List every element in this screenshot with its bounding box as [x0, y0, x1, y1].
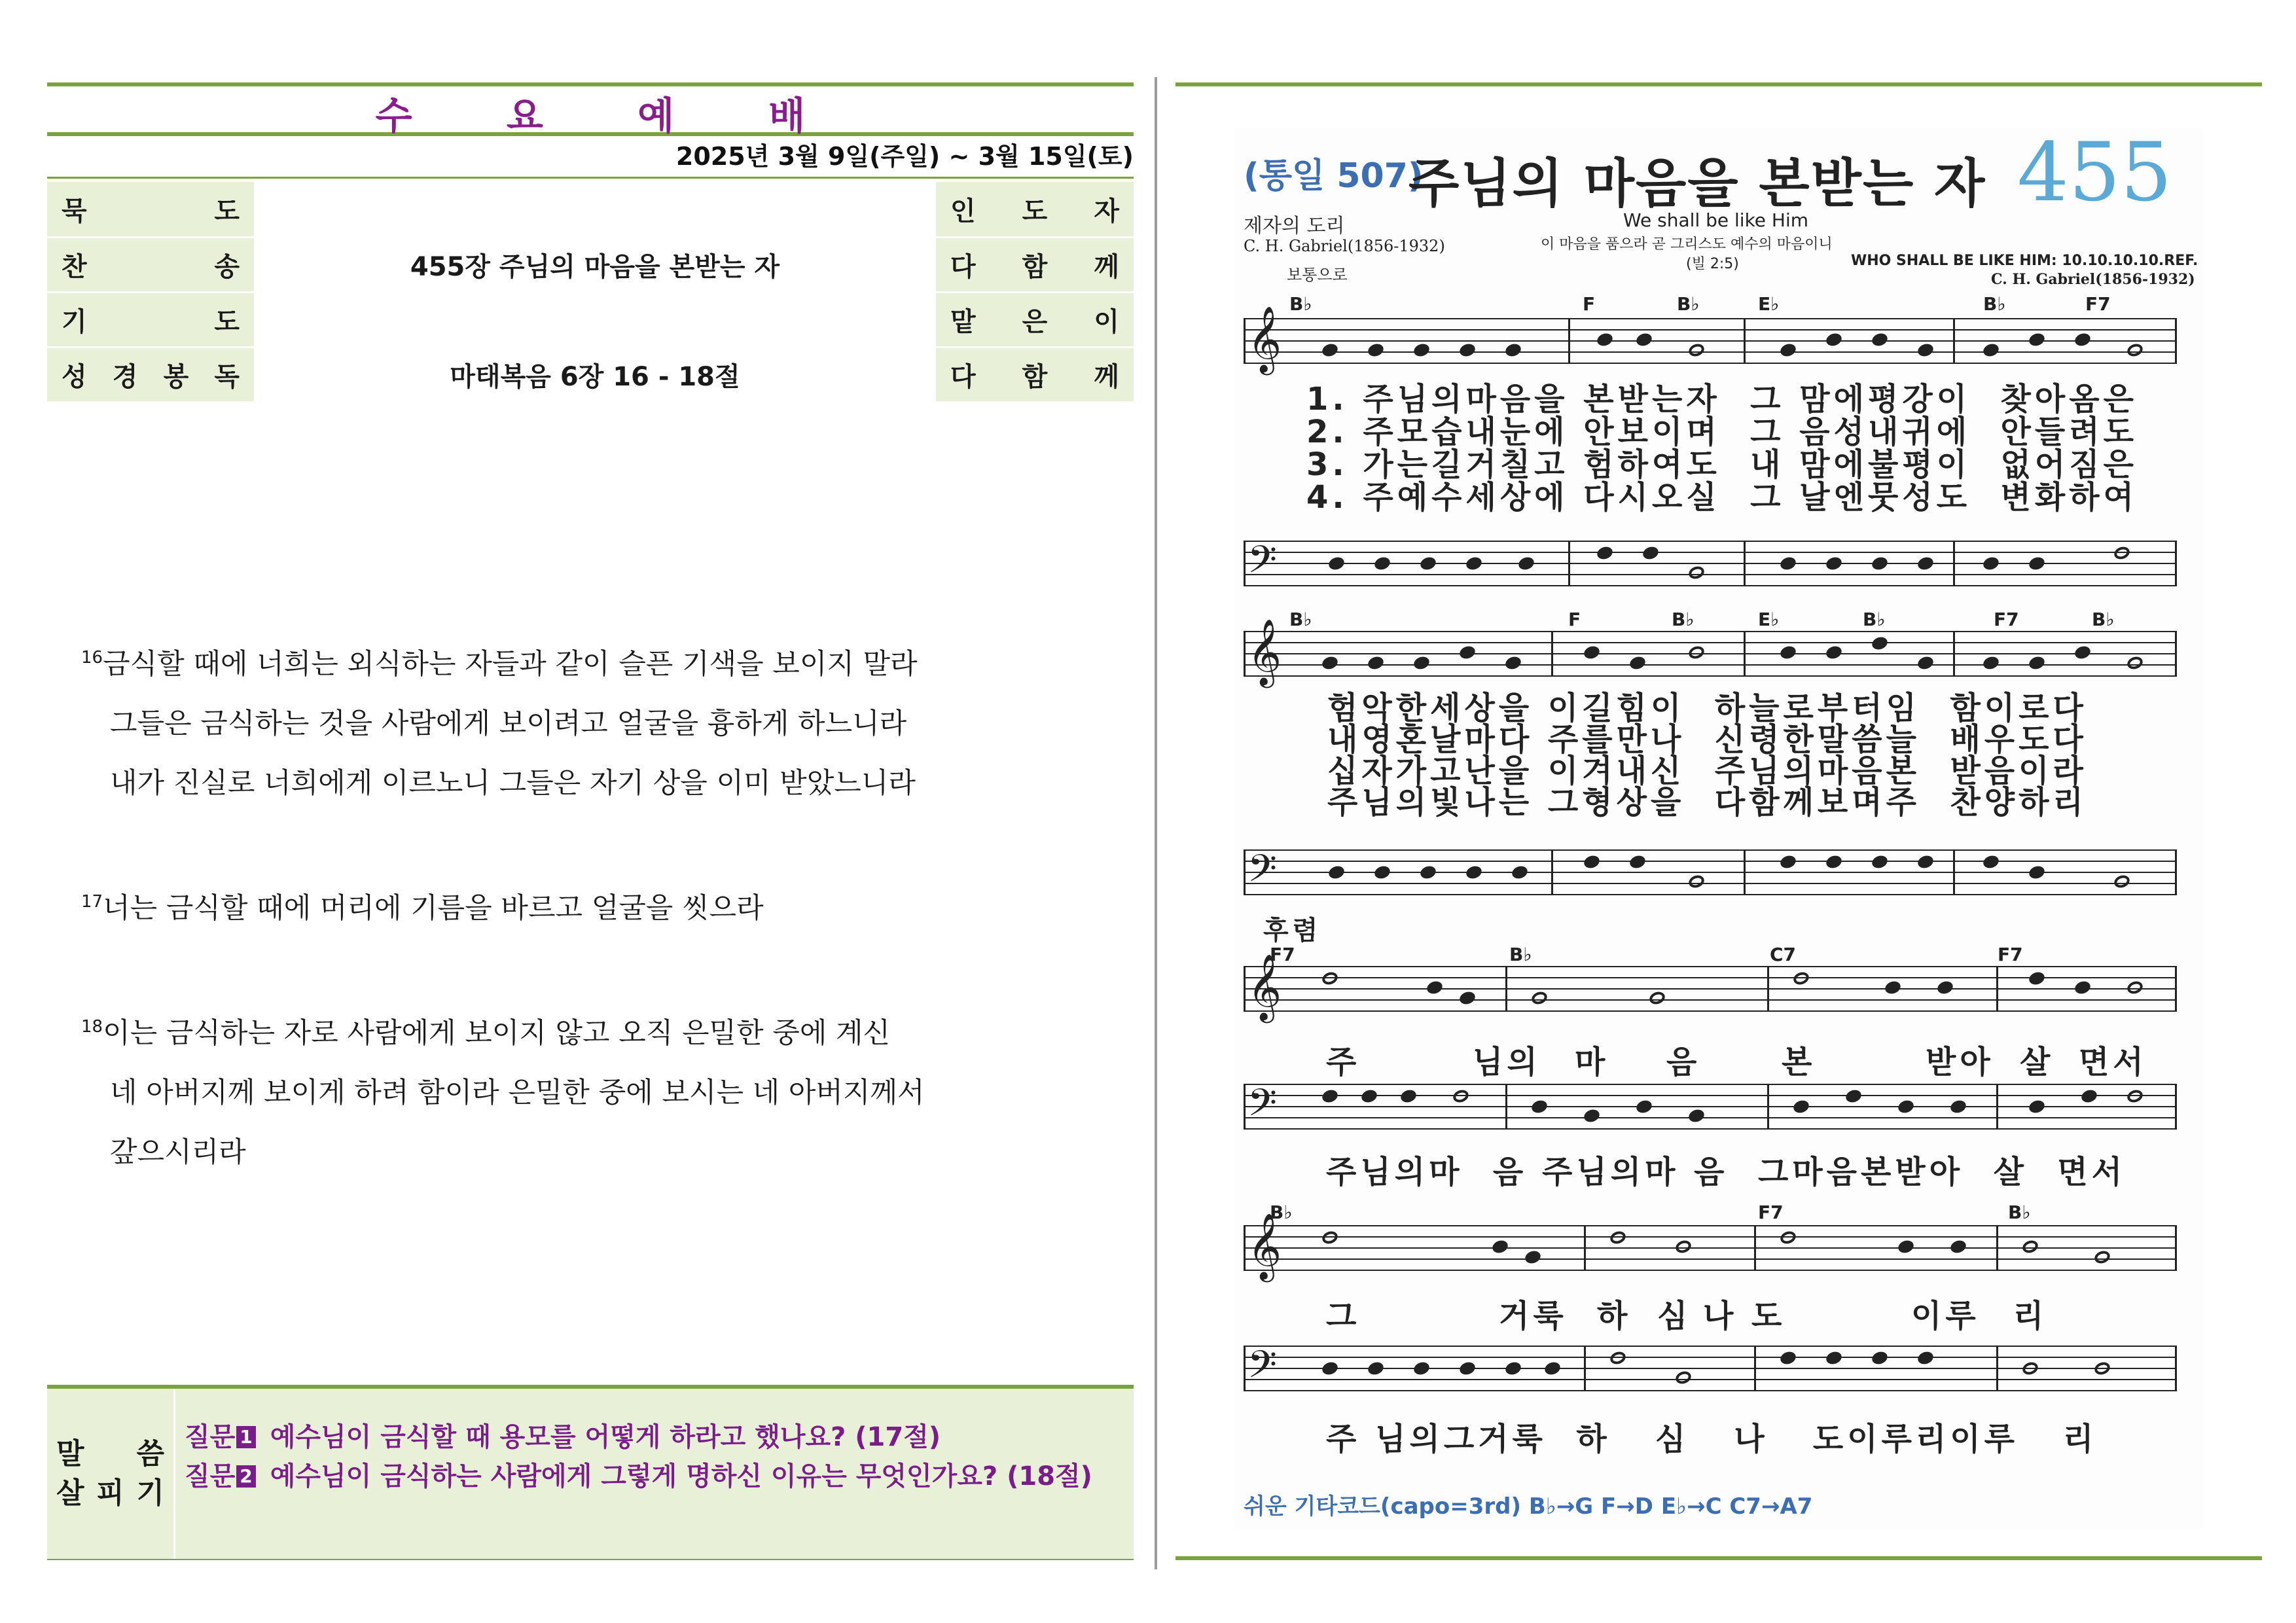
verse-line: 그들은 금식하는 것을 사람에게 보이려고 얼굴을 흉하게 하느니라: [110, 707, 907, 740]
order-label: 찬 송: [62, 251, 240, 282]
treble-staff: [1244, 305, 2177, 372]
refrain-lyric: 이루: [1911, 1298, 1980, 1334]
hymn-stanza-line: 주님의빛나는 그형상을 다함께보며주 찬양하리: [1327, 784, 2087, 821]
order-leader: 다 함 께: [950, 251, 1119, 282]
hymn-verse-ref-kr: 이 마음을 품으라 곧 그리스도 예수의 마음이니: [1541, 236, 1833, 253]
question-number-badge: 2: [236, 1465, 255, 1488]
chord-label: E♭: [1758, 293, 1780, 315]
order-row-scripture-reading: [47, 347, 1134, 402]
order-leader: 맡 은 이: [950, 306, 1119, 337]
hymn-title: 주님의 마음을 본받는 자: [1408, 153, 1986, 214]
bass-staff: [1244, 846, 2177, 900]
chord-label: B♭: [1983, 293, 2006, 315]
bass-clef-icon: 𝄢: [1247, 1080, 1278, 1134]
question-item: 질문 2 예수님이 금식하는 사람에게 그렇게 명하신 이유는 무엇인가요? (18절): [185, 1457, 1121, 1496]
reflection-label: 말 씀 살 피 기: [47, 1389, 175, 1559]
hymn-stanza-line: 1. 주님의마음을 본받는자 그 맘에평강이 찾아옴은: [1306, 381, 2138, 418]
order-content: [254, 292, 936, 347]
guitar-chord-note: 쉬운 기타코드(capo=3rd) B♭→G F→D E♭→C C7→A7: [1244, 1493, 1813, 1520]
question-text: 예수님이 금식하는 사람에게 그렇게 명하신 이유는 무엇인가요? (18절): [270, 1461, 1092, 1491]
treble-clef-icon: 𝄞: [1247, 618, 1282, 685]
order-content: [254, 182, 936, 237]
verse-number: 17: [81, 892, 103, 912]
verse-line: $^{17}$너는 금식할 때에 머리에 기름을 바르고 얼굴을 씻으라: [81, 892, 764, 925]
hymn-composer-left: C. H. Gabriel(1856-1932): [1244, 237, 1445, 255]
verse-number: 18: [81, 1017, 103, 1037]
chord-label: B♭: [1672, 609, 1695, 630]
chord-label: B♭: [2008, 1202, 2031, 1223]
hymn-tempo: 보통으로: [1287, 266, 1348, 284]
refrain-bass-lyric: 주 님의그거룩 하 심 나 도이루리이루 리: [1326, 1421, 2098, 1457]
order-content: 455장 주님의 마음을 본받는 자: [254, 237, 936, 292]
chord-label: B♭: [1863, 609, 1886, 630]
chord-label: B♭: [1289, 293, 1312, 315]
refrain-lyric: 심: [1657, 1298, 1692, 1334]
word-reflection-box: [47, 1389, 1134, 1559]
left-date-rule: [47, 177, 1134, 179]
verse-line: $^{16}$금식할 때에 너희는 외식하는 자들과 같이 슬픈 기색을 보이지 말라: [81, 648, 918, 681]
chord-label: F: [1568, 609, 1581, 630]
order-row-hymn: [47, 237, 1134, 292]
refrain-lyric: 받아: [1926, 1044, 1994, 1080]
hymn-stanza-line: 4. 주예수세상에 다시오실 그 날엔뭇성도 변화하여: [1306, 479, 2138, 516]
refrain-lyric: 하: [1597, 1298, 1632, 1334]
chord-label: B♭: [1509, 944, 1532, 965]
refrain-lyric: 거룩: [1499, 1298, 1568, 1334]
order-row-prayer: [47, 292, 1134, 347]
refrain-lyric: 음: [1666, 1044, 1701, 1080]
chord-label: C7: [1770, 944, 1797, 965]
refrain-lyric: 주: [1326, 1044, 1361, 1080]
order-leader: 인 도 자: [950, 196, 1119, 226]
question-number-badge: 1: [236, 1426, 255, 1448]
hymn-stanza-line: 2. 주모습내눈에 안보이며 그 음성내귀에 안들려도: [1306, 414, 2138, 450]
question-item: 질문 1 예수님이 금식할 때 용모를 어떻게 하라고 했나요? (17절): [185, 1418, 1121, 1457]
hymn-english-title: We shall be like Him: [1623, 209, 1809, 231]
bass-staff: [1244, 1080, 2177, 1134]
date-range: 2025년 3월 9일(주일) ~ 3월 15일(토): [675, 142, 1134, 171]
treble-clef-icon: 𝄞: [1247, 305, 1282, 372]
hymn-verse-ref: (빌 2:5): [1686, 256, 1739, 272]
chord-label: B♭: [1289, 609, 1312, 630]
order-label: 성 경 봉 독: [62, 361, 240, 392]
bass-clef-icon: 𝄢: [1247, 537, 1278, 591]
hymn-stanza-line: 내영혼날마다 주를만나 신령한말씀늘 배우도다: [1327, 721, 2087, 758]
refrain-lyric: 그: [1326, 1298, 1361, 1334]
hymn-stanza-line: 십자가고난을 이겨내신 주님의마음본 받음이라: [1327, 753, 2087, 789]
page-title: 수 요 예 배: [375, 94, 846, 138]
refrain-lyric: 면서: [2079, 1044, 2147, 1080]
order-row-silent-prayer: [47, 182, 1134, 237]
hymn-meter: WHO SHALL BE LIKE HIM: 10.10.10.10.REF.: [1851, 253, 2198, 269]
hymn-old-number: (통일 507): [1244, 156, 1424, 196]
right-top-rule: [1175, 82, 2262, 86]
question-text: 예수님이 금식할 때 용모를 어떻게 하라고 했나요? (17절): [270, 1422, 941, 1452]
refrain-lyric: 본: [1782, 1044, 1816, 1080]
bass-clef-icon: 𝄢: [1247, 846, 1278, 900]
order-leader: 다 함 께: [950, 361, 1119, 392]
treble-clef-icon: 𝄞: [1247, 953, 1282, 1020]
hymn-stanza-line: 3. 가는길거칠고 험하여도 내 맘에불평이 없어짐은: [1306, 446, 2138, 483]
scripture-text: [81, 628, 1102, 1183]
order-label: 기 도: [62, 306, 240, 337]
chord-label: B♭: [2092, 609, 2115, 630]
verse-line: 갚으시리라: [110, 1136, 246, 1169]
chord-label: F7: [1270, 944, 1295, 965]
hymn-composer-right: C. H. Gabriel(1856-1932): [1991, 271, 2195, 288]
chord-label: F7: [2085, 293, 2111, 315]
verse-line: $^{18}$이는 금식하는 자로 사람에게 보이지 않고 오직 은밀한 중에 계신: [81, 1017, 891, 1050]
chord-label: F7: [1994, 609, 2019, 630]
chord-label: F7: [1758, 1202, 1784, 1223]
chord-label: B♭: [1270, 1202, 1293, 1223]
refrain-lyric: 님의: [1473, 1044, 1541, 1080]
right-bottom-rule: [1175, 1556, 2262, 1560]
hymn-number: 455: [2017, 126, 2172, 220]
chord-label: E♭: [1758, 609, 1780, 630]
chord-label: F: [1583, 293, 1596, 315]
worship-order-table: [47, 182, 1134, 403]
refrain-label: 후렴: [1263, 916, 1322, 946]
bass-staff: [1244, 1342, 2177, 1396]
chord-label: F7: [1998, 944, 2023, 965]
reflection-questions: [185, 1418, 1121, 1496]
order-content: 마태복음 6장 16 - 18절: [254, 347, 936, 402]
verse-line: 내가 진실로 너희에게 이르노니 그들은 자기 상을 이미 받았느니라: [110, 767, 916, 800]
refrain-lyric: 도: [1751, 1298, 1786, 1334]
verse-line: 네 아버지께 보이게 하려 함이라 은밀한 중에 보시는 네 아버지께서: [110, 1077, 925, 1109]
refrain-lyric: 리: [2013, 1298, 2048, 1334]
page-divider: [1155, 77, 1157, 1569]
refrain-lyric: 나: [1703, 1298, 1738, 1334]
treble-clef-icon: 𝄞: [1247, 1212, 1282, 1279]
order-label: 묵 도: [62, 196, 240, 226]
verse-number: 16: [81, 648, 103, 668]
hymn-stanza-line: 험악한세상을 이길힘이 하늘로부터임 함이로다: [1327, 690, 2087, 726]
bass-staff: [1244, 537, 2177, 591]
refrain-bass-lyric: 주님의마 음 주님의마 음 그마음본받아 살 면서: [1326, 1154, 2126, 1190]
refrain-lyric: 마: [1575, 1044, 1609, 1080]
chord-label: B♭: [1677, 293, 1700, 315]
hymn-category: 제자의 도리: [1244, 215, 1345, 238]
bass-clef-icon: 𝄢: [1247, 1342, 1278, 1396]
refrain-lyric: 살: [2020, 1044, 2054, 1080]
hymn-sheet: [1234, 128, 2203, 1529]
